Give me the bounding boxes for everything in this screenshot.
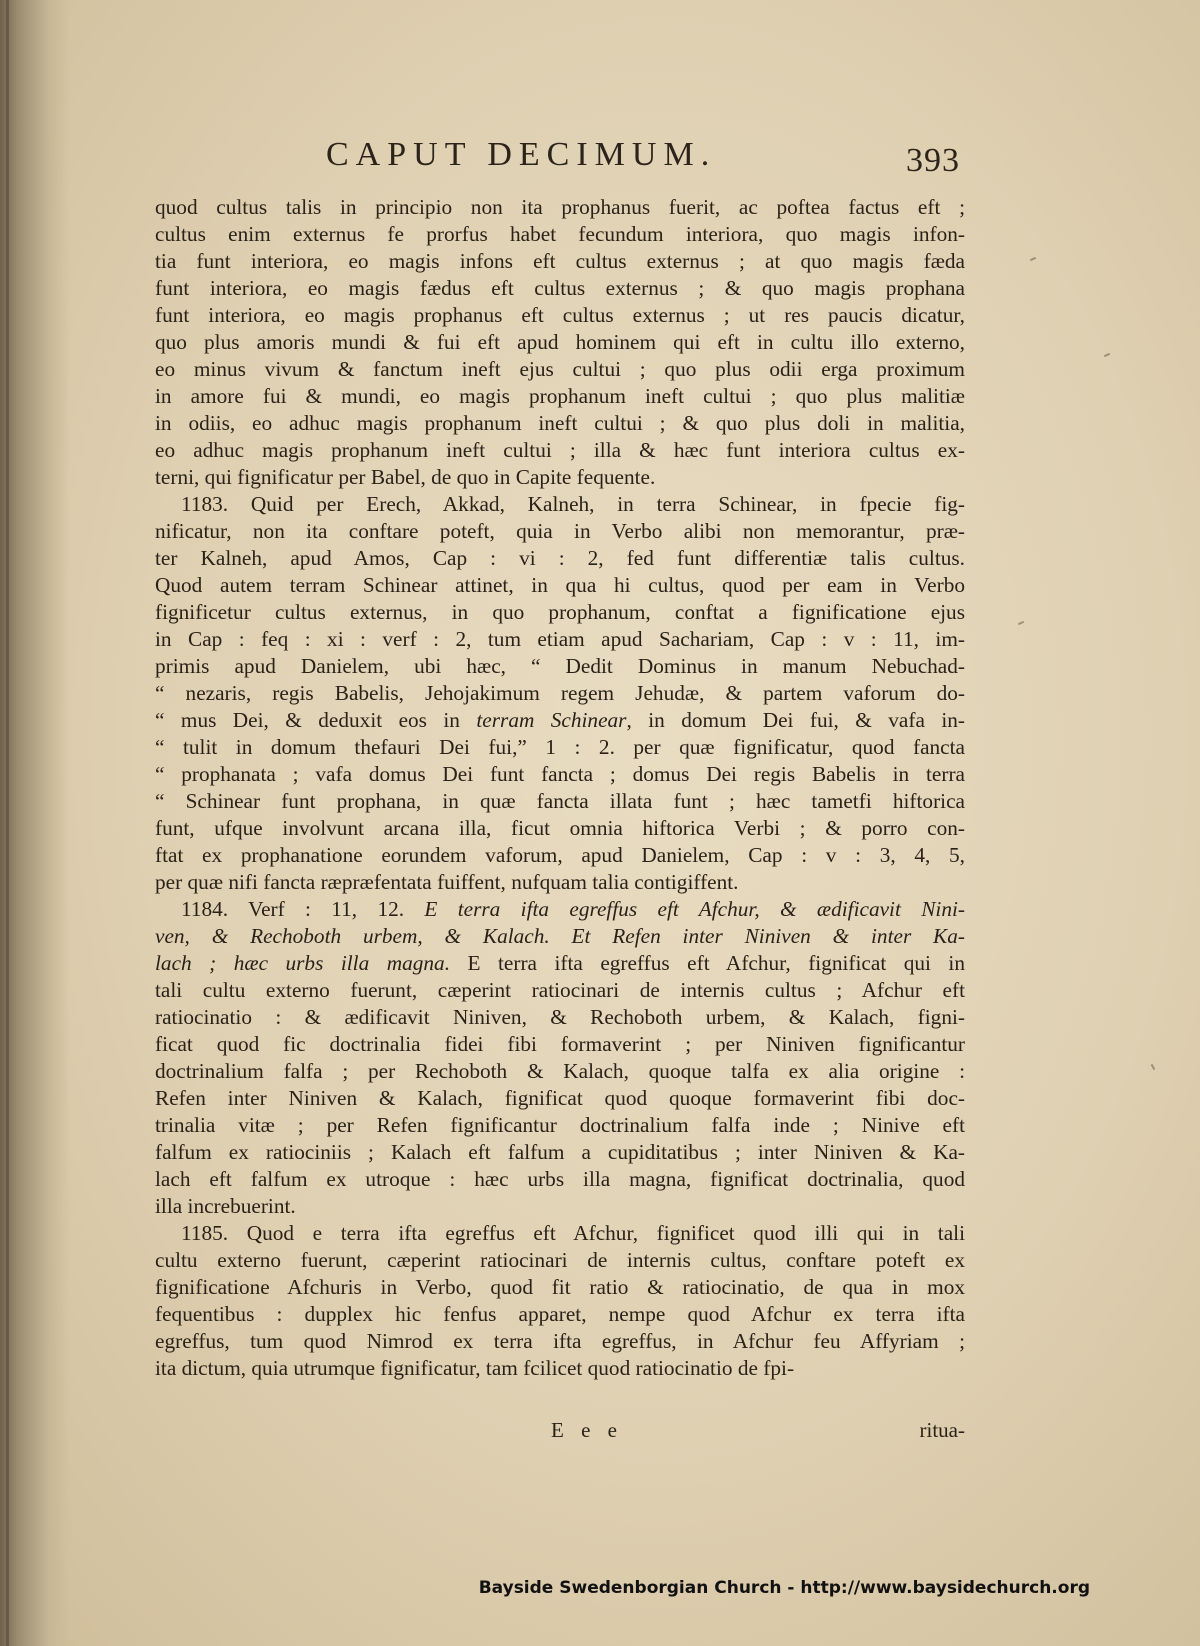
paper-speck bbox=[1018, 621, 1024, 625]
gutter-shadow bbox=[0, 0, 70, 1646]
text-line bbox=[155, 1031, 965, 1058]
text-line bbox=[155, 1328, 965, 1355]
line-text: doctrinalium falfa ; per Rechoboth & Kalach, quoque talfa ex alia origine : bbox=[155, 1059, 965, 1083]
line-text: 1184. Verf : 11, 12. bbox=[181, 897, 425, 921]
text-line bbox=[155, 383, 965, 410]
text-line bbox=[155, 707, 965, 734]
line-text: “ Schinear funt prophana, in quæ fancta illata funt ; hæc tametfi hiftorica bbox=[155, 789, 965, 813]
text-line bbox=[155, 1058, 965, 1085]
line-text: Refen inter Niniven & Kalach, fignificat quod quoque formaverint fibi doc- bbox=[155, 1086, 965, 1110]
line-text: lach eft falfum ex utroque : hæc urbs illa magna, fignificat doctrinalia, quod bbox=[155, 1167, 965, 1191]
text-line bbox=[155, 410, 965, 437]
text-line bbox=[155, 248, 965, 275]
line-text: eo adhuc magis prophanum ineft cultui ; illa & hæc funt interiora cultus ex- bbox=[155, 438, 965, 462]
text-line bbox=[155, 194, 965, 221]
line-text: in Cap : feq : xi : verf : 2, tum etiam apud Sachariam, Cap : v : 11, im- bbox=[155, 627, 965, 651]
line-text: funt interiora, eo magis fædus eft cultus externus ; & quo magis prophana bbox=[155, 276, 965, 300]
line-text: in odiis, eo adhuc magis prophanum ineft cultui ; & quo plus doli in malitia, bbox=[155, 411, 965, 435]
text-line bbox=[155, 788, 965, 815]
text-line bbox=[155, 842, 965, 869]
text-line bbox=[155, 1139, 965, 1166]
text-line bbox=[155, 1355, 965, 1382]
paper-speck bbox=[1151, 1064, 1156, 1070]
line-text: cultus enim externus fe prorfus habet fecundum interiora, quo magis infon- bbox=[155, 222, 965, 246]
line-text: fequentibus : dupplex hic fenfus apparet, nempe quod Afchur ex terra ifta bbox=[155, 1302, 965, 1326]
italic-text: lach ; hæc urbs illa magna. bbox=[155, 951, 451, 975]
line-text: trinalia vitæ ; per Refen fignificantur doctrinalium falfa inde ; Ninive eft bbox=[155, 1113, 965, 1137]
text-line bbox=[155, 329, 965, 356]
italic-text: ven, & Rechoboth urbem, & Kalach. Et Refen inter Niniven & inter Ka- bbox=[155, 924, 965, 948]
text-line bbox=[155, 356, 965, 383]
text-line bbox=[155, 1193, 965, 1220]
text-line bbox=[155, 1247, 965, 1274]
running-head bbox=[150, 136, 960, 186]
text-line bbox=[155, 896, 965, 923]
text-line bbox=[155, 977, 965, 1004]
line-text: “ prophanata ; vafa domus Dei funt fancta ; domus Dei regis Babelis in terra bbox=[155, 762, 965, 786]
text-line bbox=[155, 923, 965, 950]
text-line bbox=[155, 275, 965, 302]
text-line bbox=[155, 950, 965, 977]
text-line bbox=[155, 653, 965, 680]
italic-text: terram Schinear bbox=[476, 708, 627, 732]
text-line bbox=[155, 1274, 965, 1301]
text-line bbox=[155, 572, 965, 599]
signature-mark: E e e bbox=[551, 1418, 623, 1442]
line-text: in amore fui & mundi, eo magis prophanum ineft cultui ; quo plus malitiæ bbox=[155, 384, 965, 408]
line-text: ficat quod fic doctrinalia fidei fibi formaverint ; per Niniven fignificantur bbox=[155, 1032, 965, 1056]
line-text: eo minus vivum & fanctum ineft ejus cultui ; quo plus odii erga proximum bbox=[155, 357, 965, 381]
text-line bbox=[155, 1301, 965, 1328]
text-line bbox=[155, 518, 965, 545]
line-text: “ nezaris, regis Babelis, Jehojakimum regem Jehudæ, & partem vaforum do- bbox=[155, 681, 965, 705]
line-text: ita dictum, quia utrumque fignificatur, tam fcilicet quod ratiocinatio de fpi- bbox=[155, 1356, 795, 1380]
text-line bbox=[155, 464, 965, 491]
line-text: ratiocinatio : & ædificavit Niniven, & Rechoboth urbem, & Kalach, figni- bbox=[155, 1005, 965, 1029]
line-text: quo plus amoris mundi & fui eft apud hominem qui eft in cultu illo externo, bbox=[155, 330, 965, 354]
line-text: “ tulit in domum thefauri Dei fui,” 1 : 2. per quæ fignificatur, quod fancta bbox=[155, 735, 965, 759]
line-text: egreffus, tum quod Nimrod ex terra ifta egreffus, in Afchur feu Affyriam ; bbox=[155, 1329, 965, 1353]
page-footer bbox=[155, 1418, 965, 1448]
text-line bbox=[155, 1220, 965, 1247]
line-text: tali cultu externo fuerunt, cæperint ratiocinari de internis cultus ; Afchur eft bbox=[155, 978, 965, 1002]
line-text: illa increbuerint. bbox=[155, 1194, 296, 1218]
text-line bbox=[155, 1166, 965, 1193]
line-text: , in domum Dei fui, & vafa in- bbox=[626, 708, 965, 732]
catchword: ritua- bbox=[919, 1418, 965, 1442]
line-text: cultu externo fuerunt, cæperint ratiocinari de internis cultus, conftare poteft ex bbox=[155, 1248, 965, 1272]
text-line bbox=[155, 734, 965, 761]
line-text: funt, ufque involvunt arcana illa, ficut omnia hiftorica Verbi ; & porro con- bbox=[155, 816, 965, 840]
paper-speck bbox=[1030, 257, 1036, 261]
text-line bbox=[155, 1004, 965, 1031]
text-line bbox=[155, 680, 965, 707]
text-line bbox=[155, 437, 965, 464]
text-line bbox=[155, 491, 965, 518]
line-text: funt interiora, eo magis prophanus eft cultus externus ; ut res paucis dicatur, bbox=[155, 303, 965, 327]
line-text: primis apud Danielem, ubi hæc, “ Dedit Dominus in manum Nebuchad- bbox=[155, 654, 965, 678]
paper-speck bbox=[1104, 353, 1110, 357]
line-text: tia funt interiora, eo magis infons eft cultus externus ; at quo magis fæda bbox=[155, 249, 965, 273]
page-number: 393 bbox=[906, 142, 960, 179]
text-line bbox=[155, 815, 965, 842]
text-line bbox=[155, 221, 965, 248]
line-text: fignificatione Afchuris in Verbo, quod fit ratio & ratiocinatio, de qua in mox bbox=[155, 1275, 965, 1299]
text-line bbox=[155, 761, 965, 788]
text-line bbox=[155, 599, 965, 626]
page-edge bbox=[6, 0, 9, 1646]
italic-text: E terra ifta egreffus eft Afchur, & ædificavit Nini- bbox=[424, 897, 965, 921]
line-text: fignificetur cultus externus, in quo prophanum, conftat a fignificatione ejus bbox=[155, 600, 965, 624]
text-line bbox=[155, 626, 965, 653]
body-text bbox=[155, 194, 965, 1382]
text-line bbox=[155, 869, 965, 896]
line-text: E terra ifta egreffus eft Afchur, fignificat qui in bbox=[450, 951, 965, 975]
line-text: per quæ nifi fancta ræpræfentata fuiffent, nufquam talia contigiffent. bbox=[155, 870, 739, 894]
line-text: “ mus Dei, & deduxit eos in bbox=[155, 708, 477, 732]
text-line bbox=[155, 1085, 965, 1112]
text-line bbox=[155, 1112, 965, 1139]
line-text: 1183. Quid per Erech, Akkad, Kalneh, in terra Schinear, in fpecie fig- bbox=[181, 492, 965, 516]
line-text: nificatur, non ita conftare poteft, quia in Verbo alibi non memorantur, præ- bbox=[155, 519, 965, 543]
line-text: 1185. Quod e terra ifta egreffus eft Afchur, fignificet quod illi qui in tali bbox=[181, 1221, 965, 1245]
line-text: quod cultus talis in principio non ita prophanus fuerit, ac poftea factus eft ; bbox=[155, 195, 965, 219]
line-text: terni, qui fignificatur per Babel, de quo in Capite fequente. bbox=[155, 465, 656, 489]
line-text: ftat ex prophanatione eorundem vaforum, apud Danielem, Cap : v : 3, 4, 5, bbox=[155, 843, 965, 867]
line-text: Quod autem terram Schinear attinet, in qua hi cultus, quod per eam in Verbo bbox=[155, 573, 965, 597]
text-line bbox=[155, 302, 965, 329]
line-text: falfum ex ratiociniis ; Kalach eft falfum a cupiditatibus ; inter Niniven & Ka- bbox=[155, 1140, 965, 1164]
watermark-text: Bayside Swedenborgian Church - http://www.baysidechurch.org bbox=[478, 1578, 1090, 1598]
text-line bbox=[155, 545, 965, 572]
line-text: ter Kalneh, apud Amos, Cap : vi : 2, fed funt differentiæ talis cultus. bbox=[155, 546, 965, 570]
chapter-title: CAPUT DECIMUM. bbox=[326, 136, 717, 173]
